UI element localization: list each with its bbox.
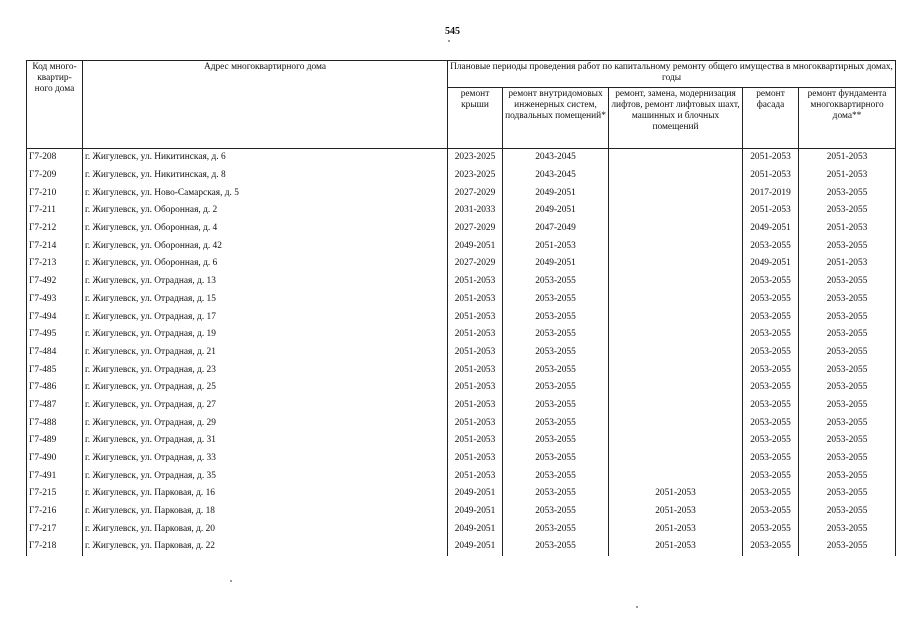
cell-facade: 2053-2055 [743,237,799,255]
cell-facade: 2053-2055 [743,467,799,485]
cell-address: г. Жигулевск, ул. Отрадная, д. 33 [83,450,448,468]
cell-address: г. Жигулевск, ул. Оборонная, д. 4 [83,220,448,238]
cell-code: Г7-495 [27,326,83,344]
cell-address: г. Жигулевск, ул. Ново-Самарская, д. 5 [83,184,448,202]
cell-address: г. Жигулевск, ул. Отрадная, д. 25 [83,379,448,397]
cell-foundation: 2053-2055 [799,485,896,503]
cell-facade: 2051-2053 [743,167,799,185]
cell-roof: 2051-2053 [448,361,503,379]
cell-facade: 2053-2055 [743,344,799,362]
cell-facade: 2051-2053 [743,149,799,167]
cell-facade: 2049-2051 [743,255,799,273]
table-row [27,503,896,521]
cell-systems: 2053-2055 [503,450,609,468]
cell-address: г. Жигулевск, ул. Отрадная, д. 17 [83,308,448,326]
cell-lifts: 2051-2053 [609,503,743,521]
table-row [27,485,896,503]
cell-code: Г7-494 [27,308,83,326]
cell-systems: 2053-2055 [503,326,609,344]
cell-roof: 2051-2053 [448,467,503,485]
cell-lifts [609,291,743,309]
cell-systems: 2053-2055 [503,361,609,379]
cell-systems: 2053-2055 [503,308,609,326]
cell-address: г. Жигулевск, ул. Парковая, д. 22 [83,538,448,556]
cell-code: Г7-493 [27,291,83,309]
cell-systems: 2047-2049 [503,220,609,238]
cell-systems: 2053-2055 [503,344,609,362]
cell-foundation: 2053-2055 [799,467,896,485]
cell-code: Г7-215 [27,485,83,503]
cell-lifts: 2051-2053 [609,538,743,556]
cell-address: г. Жигулевск, ул. Отрадная, д. 27 [83,397,448,415]
cell-facade: 2049-2051 [743,220,799,238]
cell-lifts [609,397,743,415]
cell-address: г. Жигулевск, ул. Отрадная, д. 15 [83,291,448,309]
cell-facade: 2051-2053 [743,202,799,220]
cell-foundation: 2053-2055 [799,184,896,202]
cell-roof: 2051-2053 [448,397,503,415]
table-row [27,167,896,185]
cell-roof: 2051-2053 [448,344,503,362]
cell-systems: 2051-2053 [503,237,609,255]
repair-schedule-table [26,60,896,556]
cell-facade: 2053-2055 [743,503,799,521]
cell-roof: 2027-2029 [448,255,503,273]
cell-foundation: 2053-2055 [799,450,896,468]
cell-facade: 2053-2055 [743,361,799,379]
cell-systems: 2053-2055 [503,379,609,397]
table-row [27,450,896,468]
header-facade: ремонт фасада [743,88,799,149]
cell-code: Г7-217 [27,520,83,538]
cell-roof: 2051-2053 [448,450,503,468]
cell-lifts [609,361,743,379]
cell-code: Г7-209 [27,167,83,185]
cell-address: г. Жигулевск, ул. Никитинская, д. 6 [83,149,448,167]
table-row [27,344,896,362]
cell-lifts [609,344,743,362]
table-header [27,61,896,149]
cell-foundation: 2053-2055 [799,273,896,291]
cell-facade: 2053-2055 [743,273,799,291]
cell-foundation: 2053-2055 [799,361,896,379]
cell-foundation: 2053-2055 [799,326,896,344]
cell-roof: 2049-2051 [448,237,503,255]
cell-lifts [609,414,743,432]
cell-lifts [609,450,743,468]
table-row [27,237,896,255]
cell-foundation: 2053-2055 [799,237,896,255]
scan-speck [636,606,638,608]
header-code: Код много-квартир-ного дома [27,61,83,149]
cell-address: г. Жигулевск, ул. Отрадная, д. 21 [83,344,448,362]
table-row [27,255,896,273]
cell-foundation: 2053-2055 [799,414,896,432]
cell-systems: 2049-2051 [503,255,609,273]
cell-code: Г7-212 [27,220,83,238]
cell-code: Г7-485 [27,361,83,379]
header-lifts: ремонт, замена, модернизация лифтов, ремонт лифтовых шахт, машинных и блочных помещений [609,88,743,149]
table-row [27,361,896,379]
cell-lifts: 2051-2053 [609,485,743,503]
cell-roof: 2031-2033 [448,202,503,220]
cell-lifts [609,202,743,220]
cell-facade: 2017-2019 [743,184,799,202]
cell-facade: 2053-2055 [743,291,799,309]
cell-lifts [609,308,743,326]
cell-roof: 2051-2053 [448,291,503,309]
cell-code: Г7-489 [27,432,83,450]
table-row [27,220,896,238]
cell-foundation: 2053-2055 [799,202,896,220]
cell-systems: 2053-2055 [503,467,609,485]
cell-address: г. Жигулевск, ул. Парковая, д. 18 [83,503,448,521]
scan-speck [448,40,450,42]
cell-roof: 2051-2053 [448,432,503,450]
cell-facade: 2053-2055 [743,538,799,556]
table-row [27,520,896,538]
table-row [27,538,896,556]
table-row [27,379,896,397]
cell-address: г. Жигулевск, ул. Отрадная, д. 31 [83,432,448,450]
table-row [27,397,896,415]
cell-roof: 2049-2051 [448,485,503,503]
cell-lifts [609,432,743,450]
header-periods: Плановые периоды проведения работ по капитальному ремонту общего имущества в многоквартирных домах, годы [448,61,896,88]
table-row [27,273,896,291]
cell-roof: 2051-2053 [448,273,503,291]
table-row [27,308,896,326]
cell-code: Г7-490 [27,450,83,468]
cell-lifts [609,326,743,344]
cell-facade: 2053-2055 [743,308,799,326]
cell-roof: 2049-2051 [448,538,503,556]
cell-address: г. Жигулевск, ул. Отрадная, д. 13 [83,273,448,291]
cell-foundation: 2053-2055 [799,291,896,309]
cell-code: Г7-214 [27,237,83,255]
cell-lifts [609,149,743,167]
cell-foundation: 2053-2055 [799,379,896,397]
cell-facade: 2053-2055 [743,520,799,538]
cell-foundation: 2053-2055 [799,344,896,362]
cell-code: Г7-213 [27,255,83,273]
cell-code: Г7-484 [27,344,83,362]
cell-foundation: 2053-2055 [799,520,896,538]
cell-roof: 2027-2029 [448,184,503,202]
cell-address: г. Жигулевск, ул. Отрадная, д. 29 [83,414,448,432]
cell-address: г. Жигулевск, ул. Оборонная, д. 42 [83,237,448,255]
cell-systems: 2049-2051 [503,184,609,202]
cell-roof: 2049-2051 [448,503,503,521]
cell-facade: 2053-2055 [743,432,799,450]
cell-roof: 2051-2053 [448,308,503,326]
cell-roof: 2051-2053 [448,379,503,397]
cell-roof: 2051-2053 [448,326,503,344]
cell-systems: 2053-2055 [503,538,609,556]
cell-systems: 2043-2045 [503,149,609,167]
header-foundation: ремонт фундамента многоквартирного дома** [799,88,896,149]
cell-systems: 2053-2055 [503,414,609,432]
cell-facade: 2053-2055 [743,485,799,503]
page-number: 545 [445,26,460,37]
cell-roof: 2023-2025 [448,167,503,185]
cell-lifts: 2051-2053 [609,520,743,538]
cell-lifts [609,167,743,185]
cell-facade: 2053-2055 [743,414,799,432]
cell-code: Г7-218 [27,538,83,556]
table-row [27,291,896,309]
cell-systems: 2053-2055 [503,503,609,521]
cell-systems: 2049-2051 [503,202,609,220]
cell-code: Г7-208 [27,149,83,167]
cell-lifts [609,467,743,485]
cell-foundation: 2051-2053 [799,255,896,273]
cell-lifts [609,237,743,255]
cell-code: Г7-210 [27,184,83,202]
cell-lifts [609,255,743,273]
header-address: Адрес многоквартирного дома [83,61,448,149]
scan-speck [230,580,232,582]
cell-lifts [609,273,743,291]
cell-systems: 2053-2055 [503,485,609,503]
cell-foundation: 2051-2053 [799,149,896,167]
table-row [27,432,896,450]
cell-code: Г7-486 [27,379,83,397]
table-body [27,149,896,556]
cell-systems: 2053-2055 [503,397,609,415]
cell-facade: 2053-2055 [743,397,799,415]
table-row [27,202,896,220]
cell-address: г. Жигулевск, ул. Парковая, д. 16 [83,485,448,503]
cell-systems: 2053-2055 [503,273,609,291]
cell-roof: 2027-2029 [448,220,503,238]
cell-facade: 2053-2055 [743,450,799,468]
cell-facade: 2053-2055 [743,326,799,344]
cell-foundation: 2051-2053 [799,220,896,238]
cell-code: Г7-491 [27,467,83,485]
cell-address: г. Жигулевск, ул. Никитинская, д. 8 [83,167,448,185]
table-row [27,467,896,485]
cell-roof: 2023-2025 [448,149,503,167]
cell-systems: 2043-2045 [503,167,609,185]
cell-lifts [609,379,743,397]
cell-address: г. Жигулевск, ул. Оборонная, д. 2 [83,202,448,220]
table-row [27,414,896,432]
cell-code: Г7-216 [27,503,83,521]
cell-address: г. Жигулевск, ул. Парковая, д. 20 [83,520,448,538]
cell-address: г. Жигулевск, ул. Отрадная, д. 19 [83,326,448,344]
cell-foundation: 2053-2055 [799,308,896,326]
header-roof: ремонт крыши [448,88,503,149]
header-systems: ремонт внутридомовых инженерных систем, подвальных помещений* [503,88,609,149]
cell-roof: 2049-2051 [448,520,503,538]
cell-code: Г7-488 [27,414,83,432]
cell-code: Г7-211 [27,202,83,220]
cell-address: г. Жигулевск, ул. Оборонная, д. 6 [83,255,448,273]
cell-foundation: 2053-2055 [799,397,896,415]
cell-code: Г7-492 [27,273,83,291]
cell-foundation: 2051-2053 [799,167,896,185]
cell-address: г. Жигулевск, ул. Отрадная, д. 23 [83,361,448,379]
cell-lifts [609,220,743,238]
cell-systems: 2053-2055 [503,291,609,309]
cell-foundation: 2053-2055 [799,503,896,521]
table-row [27,149,896,167]
cell-systems: 2053-2055 [503,432,609,450]
cell-foundation: 2053-2055 [799,432,896,450]
table-row [27,184,896,202]
cell-lifts [609,184,743,202]
cell-foundation: 2053-2055 [799,538,896,556]
cell-roof: 2051-2053 [448,414,503,432]
cell-facade: 2053-2055 [743,379,799,397]
cell-address: г. Жигулевск, ул. Отрадная, д. 35 [83,467,448,485]
table-row [27,326,896,344]
cell-code: Г7-487 [27,397,83,415]
cell-systems: 2053-2055 [503,520,609,538]
